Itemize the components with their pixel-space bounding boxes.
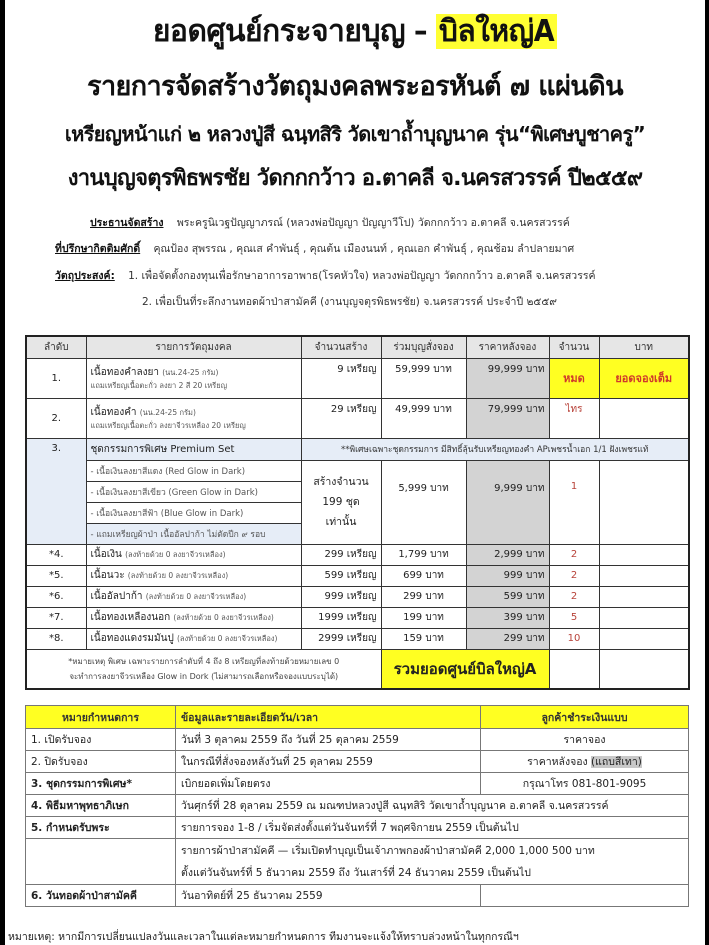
- row-name: เนื้อนวะ: [90, 570, 125, 581]
- purpose-label: วัตถุประสงค์:: [55, 270, 115, 282]
- table-row: [26, 398, 689, 438]
- row-note: (ลงท้ายด้วย 0 ลงยาจีวรเหลือง): [127, 571, 229, 580]
- schedule-item: 4. พิธีมหาพุทธาภิเษก: [26, 795, 176, 817]
- col-header: ร่วมบุญสั่งจอง: [381, 336, 466, 358]
- row-amount: 5: [549, 607, 599, 628]
- row-no: *4.: [26, 544, 86, 565]
- row-qty-made: 9 เหรียญ: [301, 358, 381, 398]
- premium-item: - เนื้อเงินลงยาสีแดง (Red Glow in Dark): [86, 460, 301, 481]
- chairman-line: [90, 214, 570, 231]
- purpose-1: 1. เพื่อจัดตั้งกองทุนเพื่อรักษาอาการอาพาธ(โรคหัวใจ) หลวงพ่อปัญญา วัดกกกว้าว อ.ตาคลี จ.นครสวรรค์: [128, 270, 596, 282]
- col-header: ลูกค้าชำระเงินแบบ: [481, 706, 689, 729]
- schedule-pay: กรุณาโทร 081-801-9095: [481, 773, 689, 795]
- schedule-pay-highlight: (แถบสีเทา): [591, 756, 642, 768]
- row-name: เนื้อทองแดงรมมันปู: [90, 633, 174, 644]
- premium-name: ชุดกรรมการพิเศษ Premium Set: [86, 438, 301, 460]
- price-table-footer: [26, 649, 689, 689]
- schedule-row: [26, 795, 689, 817]
- row-name-cell: [86, 358, 301, 398]
- row-note: (ลงท้ายด้วย 0 ลงยาจีวรเหลือง): [125, 550, 226, 559]
- col-header: ราคาหลังจอง: [466, 336, 549, 358]
- premium-special-note: **พิเศษเฉพาะชุดกรรมการ มีสิทธิ์ลุ้นรับเหรียญทองคำ APเพชรน้ำเอก 1/1 ฝังเพชรแท้: [301, 438, 689, 460]
- row-preorder: 159 บาท: [381, 628, 466, 649]
- premium-after: 9,999 บาท: [466, 460, 549, 544]
- premium-qty-line-1: สร้างจำนวน: [313, 476, 369, 488]
- row-baht[interactable]: [599, 607, 689, 628]
- schedule-pay: ราคาหลังจอง: [527, 756, 588, 768]
- schedule-detail: วันศุกร์ที่ 28 ตุลาคม 2559 ณ มณฑปหลวงปู่สี ฉนฺทสิริ วัดเขาถ้ำบุญนาค อ.ตาคลี จ.นครสวรรค์: [176, 795, 689, 817]
- row-name: เนื้อทองเหลืองนอก: [90, 612, 171, 623]
- title-highlight: บิลใหญ่A: [436, 14, 557, 49]
- row-qty-made: 299 เหรียญ: [301, 544, 381, 565]
- schedule-table: [25, 705, 689, 907]
- row-qty-made: 2999 เหรียญ: [301, 628, 381, 649]
- premium-item-row: [26, 460, 689, 481]
- row-name: เนื้อทองคำ: [90, 406, 137, 418]
- row-after: 299 บาท: [466, 628, 549, 649]
- row-no: *6.: [26, 586, 86, 607]
- price-footnote-2: จะทำการลงยาจีวรเหลือง Glow in Dork (ไม่สามารถเลือกหรือจองแบบระบุได้): [69, 671, 339, 681]
- row-no: 2.: [26, 398, 86, 438]
- table-row: [26, 607, 689, 628]
- schedule-detail: ในกรณีที่สั่งจองหลังวันที่ 25 ตุลาคม 2559: [176, 751, 481, 773]
- schedule-item: 5. กำหนดรับพระ: [26, 817, 176, 839]
- schedule-row: [26, 751, 689, 773]
- schedule-item: 6. วันทอดผ้าป่าสามัคคี: [26, 885, 176, 907]
- footer-note: หมายเหตุ: หากมีการเปลี่ยนแปลงวันและเวลาในแต่ละหมายกำหนดการ ทีมงานจะแจ้งให้ทราบล่วงหน้าในทุกกรณีฯ: [8, 931, 519, 943]
- row-name: เนื้อเงิน: [90, 549, 122, 560]
- col-header: หมายกำหนดการ: [26, 706, 176, 729]
- price-footnote-1: *หมายเหตุ พิเศษ เฉพาะรายการลำดับที่ 4 ถึง 8 เหรียญที่ลงท้ายด้วยหมายเลข 0: [68, 656, 340, 666]
- total-amount[interactable]: [549, 649, 599, 689]
- total-baht[interactable]: [599, 649, 689, 689]
- row-note: (ลงท้ายด้วย 0 ลงยาจีวรเหลือง): [173, 613, 274, 622]
- row-name: เนื้อทองคำลงยา: [90, 366, 160, 378]
- table-row: [26, 628, 689, 649]
- row-amount: 2: [549, 586, 599, 607]
- schedule-detail: เบิกยอดเพิ่มโดยตรง: [176, 773, 481, 795]
- advisor-label: ที่ปรึกษากิตติมศักดิ์: [55, 243, 141, 255]
- premium-preorder: 5,999 บาท: [381, 460, 466, 544]
- row-after: 99,999 บาท: [466, 358, 549, 398]
- row-amount: 2: [549, 544, 599, 565]
- row-no: 3.: [26, 438, 86, 544]
- premium-item: - แถมเหรียญผ้าป่า เนื้ออัลปาก้า ไม่ตัดปีก ๙ รอบ: [86, 523, 301, 544]
- row-name: เนื้ออัลปาก้า: [90, 591, 143, 602]
- premium-item: - เนื้อเงินลงยาสีฟ้า (Blue Glow in Dark): [86, 502, 301, 523]
- document-page: [5, 0, 705, 945]
- row-after: 2,999 บาท: [466, 544, 549, 565]
- row-name-cell: [86, 544, 301, 565]
- col-header: รายการวัตถุมงคล: [86, 336, 301, 358]
- col-header: จำนวน: [549, 336, 599, 358]
- table-row: [26, 586, 689, 607]
- row-baht[interactable]: [599, 565, 689, 586]
- schedule-item: 3. ชุดกรรมการพิเศษ*: [26, 773, 176, 795]
- schedule-detail-multi: [176, 839, 689, 885]
- row-bonus: แถมเหรียญเนื้อตะกั่ว ลงยาจีวรเหลือง 20 เหรียญ: [90, 420, 246, 430]
- title-main: ยอดศูนย์กระจายบุญ –: [152, 14, 427, 49]
- row-preorder: 49,999 บาท: [381, 398, 466, 438]
- row-after: 599 บาท: [466, 586, 549, 607]
- chairman-value: พระครูนิเวฐปัญญาภรณ์ (หลวงพ่อปัญญา ปัญญาวีโป) วัดกกกว้าว อ.ตาคลี จ.นครสวรรค์: [176, 217, 570, 229]
- row-after: 399 บาท: [466, 607, 549, 628]
- row-amount: ไทร: [549, 398, 599, 438]
- table-row: [26, 544, 689, 565]
- row-name-cell: [86, 628, 301, 649]
- advisor-value: คุณป้อง สุพรรณ , คุณเส คำพันธุ์ , คุณต้น เมืองนนท์ , คุณเอก คำพันธุ์ , คุณช้อม ลำปลายมาศ: [153, 243, 575, 255]
- schedule-item-empty: [26, 839, 176, 885]
- schedule-item: 1. เปิดรับจอง: [26, 729, 176, 751]
- row-preorder: 199 บาท: [381, 607, 466, 628]
- premium-baht[interactable]: [599, 460, 689, 544]
- row-amount: 10: [549, 628, 599, 649]
- premium-header-row: [26, 438, 689, 460]
- col-header: ข้อมูลและรายละเอียดวัน/เวลา: [176, 706, 481, 729]
- purpose-line-2: [142, 293, 557, 310]
- row-weight: (นน.24-25 กรัม): [162, 367, 219, 377]
- premium-amount: 1: [549, 460, 599, 544]
- row-name-cell: [86, 398, 301, 438]
- purpose-2: 2. เพื่อเป็นที่ระลึกงานทอดผ้าป่าสามัคคี (งานบุญจตุรพิธพรชัย) จ.นครสวรรค์ ประจำปี ๒๕๕๙: [142, 296, 557, 308]
- row-note: (ลงท้ายด้วย 0 ลงยาจีวรเหลือง): [145, 592, 247, 601]
- schedule-detail: วันอาทิตย์ที่ 25 ธันวาคม 2559: [176, 885, 481, 907]
- row-amount: 2: [549, 565, 599, 586]
- row-qty-made: 1999 เหรียญ: [301, 607, 381, 628]
- schedule-pay-cell: [481, 751, 689, 773]
- schedule-pay-empty: [481, 885, 689, 907]
- row-qty-made: 599 เหรียญ: [301, 565, 381, 586]
- schedule-row: [26, 729, 689, 751]
- col-header: จำนวนสร้าง: [301, 336, 381, 358]
- row-preorder: 299 บาท: [381, 586, 466, 607]
- schedule-row: [26, 817, 689, 839]
- subtitle-1: รายการจัดสร้างวัตถุมงคลพระอรหันต์ ๗ แผ่นดิน: [87, 71, 623, 102]
- row-preorder: 699 บาท: [381, 565, 466, 586]
- schedule-detail-line-1: รายการผ้าป่าสามัคคี — เริ่มเปิดทำบุญเป็นเจ้าภาพกองผ้าป่าสามัคคี 2,000 1,000 500 บาท: [181, 844, 595, 857]
- row-baht[interactable]: [599, 544, 689, 565]
- row-qty-made: 999 เหรียญ: [301, 586, 381, 607]
- row-preorder: 1,799 บาท: [381, 544, 466, 565]
- premium-qty-line-3: เท่านั้น: [325, 516, 357, 528]
- row-note: (ลงท้ายด้วย 0 ลงยาจีวรเหลือง): [177, 634, 278, 643]
- schedule-row: [26, 773, 689, 795]
- row-bonus: แถมเหรียญเนื้อตะกั่ว ลงยา 2 สี 20 เหรียญ: [90, 380, 227, 390]
- purpose-line-1: [55, 267, 596, 284]
- advisor-line: [55, 240, 574, 257]
- row-name-cell: [86, 586, 301, 607]
- row-baht: ยอดจองเต็ม: [599, 358, 689, 398]
- row-name-cell: [86, 607, 301, 628]
- row-amount: หมด: [549, 358, 599, 398]
- row-qty-made: 29 เหรียญ: [301, 398, 381, 438]
- schedule-detail: วันที่ 3 ตุลาคม 2559 ถึง วันที่ 25 ตุลาคม 2559: [176, 729, 481, 751]
- row-no: *7.: [26, 607, 86, 628]
- schedule-detail-line-2: ตั้งแต่วันจันทร์ที่ 5 ธันวาคม 2559 ถึง วันเสาร์ที่ 24 ธันวาคม 2559 เป็นต้นไป: [181, 866, 531, 879]
- subtitle-3: งานบุญจตุรพิธพรชัย วัดกกกว้าว อ.ตาคลี จ.นครสวรรค์ ปี๒๕๕๙: [67, 166, 643, 191]
- schedule-header: [26, 706, 689, 729]
- schedule-detail: รายการจอง 1-8 / เริ่มจัดส่งตั้งแต่วันจันทร์ที่ 7 พฤศจิกายน 2559 เป็นต้นไป: [176, 817, 689, 839]
- col-header: ลำดับ: [26, 336, 86, 358]
- row-weight: (นน.24-25 กรัม): [139, 407, 196, 417]
- page-title: [5, 8, 705, 55]
- row-name-cell: [86, 565, 301, 586]
- row-after: 999 บาท: [466, 565, 549, 586]
- table-row: [26, 358, 689, 398]
- schedule-row: [26, 839, 689, 885]
- premium-qty-line-2: 199 ชุด: [322, 496, 360, 508]
- schedule-row: [26, 885, 689, 907]
- row-after: 79,999 บาท: [466, 398, 549, 438]
- row-no: *5.: [26, 565, 86, 586]
- total-label: รวมยอดศูนย์บิลใหญ่A: [381, 649, 549, 689]
- subtitle-2: เหรียญหน้าแก่ ๒ หลวงปู่สี ฉนฺทสิริ วัดเขาถ้ำบุญนาค รุ่น“พิเศษบูชาครู”: [64, 122, 646, 146]
- row-preorder: 59,999 บาท: [381, 358, 466, 398]
- row-baht[interactable]: [599, 586, 689, 607]
- schedule-item: 2. ปิดรับจอง: [26, 751, 176, 773]
- table-row: [26, 565, 689, 586]
- row-baht[interactable]: [599, 398, 689, 438]
- schedule-pay: ราคาจอง: [481, 729, 689, 751]
- premium-qty-made: [301, 460, 381, 544]
- price-footnote: [26, 649, 381, 689]
- premium-item: - เนื้อเงินลงยาสีเขียว (Green Glow in Dark): [86, 481, 301, 502]
- col-header: บาท: [599, 336, 689, 358]
- row-baht[interactable]: [599, 628, 689, 649]
- price-table: [25, 335, 690, 690]
- price-table-header: [26, 336, 689, 358]
- row-no: 1.: [26, 358, 86, 398]
- chairman-label: ประธานจัดสร้าง: [90, 217, 164, 229]
- row-no: *8.: [26, 628, 86, 649]
